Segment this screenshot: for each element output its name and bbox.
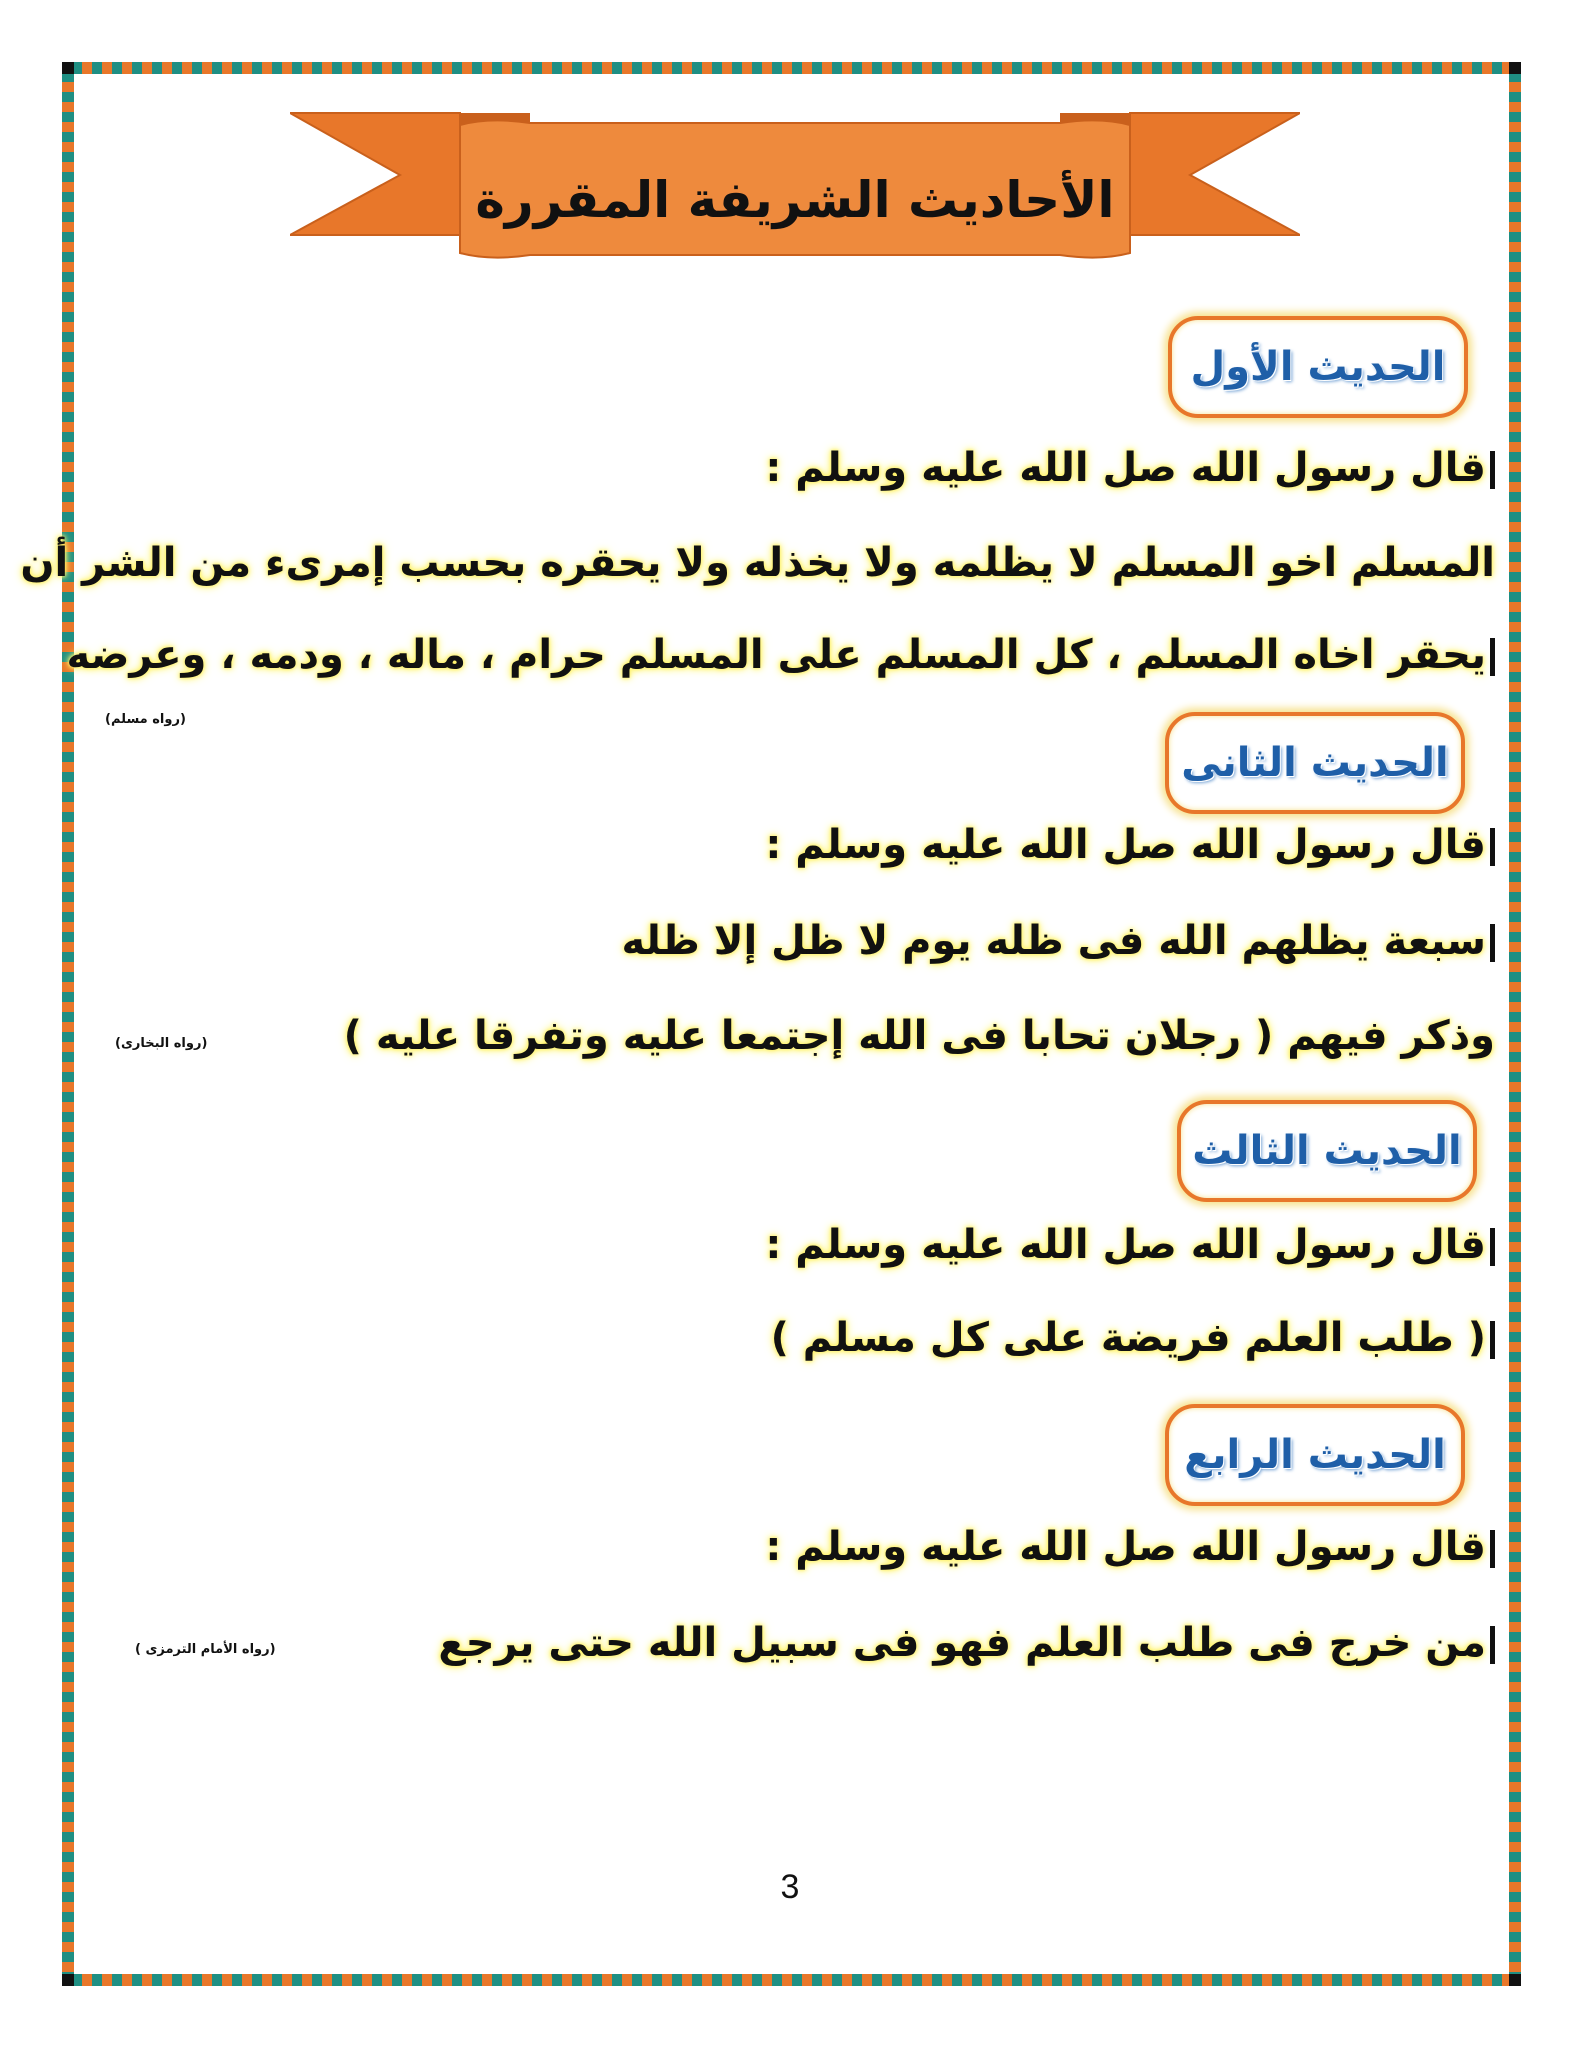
hadith-source: (رواه مسلم) bbox=[105, 712, 186, 727]
hadith-source: (رواه البخارى) bbox=[115, 1036, 208, 1051]
hadith-line bbox=[765, 1222, 1495, 1268]
border-corner bbox=[62, 62, 74, 74]
hadith-heading-2: الحديث الثانى bbox=[1165, 712, 1465, 814]
hadith-text: قال رسول الله صل الله عليه وسلم : bbox=[765, 822, 1486, 868]
bullet-mark bbox=[1490, 1321, 1495, 1359]
hadith-source: (رواه الأمام الترمزى ) bbox=[135, 1642, 276, 1657]
bullet-mark bbox=[1490, 828, 1495, 866]
hadith-text: وذكر فيهم ( رجلان تحابا فى الله إجتمعا عليه وتفرقا عليه ) bbox=[343, 1013, 1495, 1059]
hadith-line bbox=[344, 1013, 1495, 1059]
hadith-text: يحقر اخاه المسلم ، كل المسلم على المسلم حرام ، ماله ، ودمه ، وعرضه bbox=[66, 632, 1486, 678]
bullet-mark bbox=[1490, 1530, 1495, 1568]
border-corner bbox=[1509, 62, 1521, 74]
hadith-line bbox=[765, 445, 1495, 491]
bullet-mark bbox=[1490, 451, 1495, 489]
border-corner bbox=[1509, 1974, 1521, 1986]
bullet-mark bbox=[1490, 1228, 1495, 1266]
bullet-mark bbox=[1490, 1626, 1495, 1664]
hadith-line bbox=[765, 1524, 1495, 1570]
hadith-heading-3: الحديث الثالث bbox=[1177, 1100, 1477, 1202]
border-corner bbox=[62, 1974, 74, 1986]
title-banner bbox=[290, 105, 1300, 265]
page-border-left bbox=[62, 62, 74, 1986]
page-border-bottom bbox=[62, 1974, 1521, 1986]
hadith-text: قال رسول الله صل الله عليه وسلم : bbox=[765, 1222, 1486, 1268]
page-border-top bbox=[62, 62, 1521, 74]
page-border-right bbox=[1509, 62, 1521, 1986]
hadith-line bbox=[622, 918, 1496, 964]
bullet-mark bbox=[1490, 924, 1495, 962]
hadith-heading-4: الحديث الرابع bbox=[1165, 1404, 1465, 1506]
hadith-line bbox=[765, 822, 1495, 868]
hadith-heading-1: الحديث الأول bbox=[1168, 316, 1468, 418]
hadith-line bbox=[438, 1620, 1495, 1666]
hadith-line bbox=[66, 632, 1495, 678]
page-title: الأحاديث الشريفة المقررة bbox=[475, 171, 1115, 229]
hadith-text: قال رسول الله صل الله عليه وسلم : bbox=[765, 445, 1486, 491]
hadith-text: ( طلب العلم فريضة على كل مسلم ) bbox=[770, 1315, 1486, 1361]
hadith-text: المسلم اخو المسلم لا يظلمه ولا يخذله ولا يحقره بحسب إمرىء من الشر أن bbox=[20, 540, 1495, 586]
page-number: 3 bbox=[780, 1868, 800, 1906]
bullet-mark bbox=[1490, 638, 1495, 676]
hadith-text: سبعة يظلهم الله فى ظله يوم لا ظل إلا ظله bbox=[621, 918, 1486, 964]
hadith-line bbox=[771, 1315, 1495, 1361]
hadith-text: قال رسول الله صل الله عليه وسلم : bbox=[765, 1524, 1486, 1570]
hadith-text: من خرج فى طلب العلم فهو فى سبيل الله حتى يرجع bbox=[438, 1620, 1486, 1666]
hadith-line bbox=[20, 540, 1495, 586]
